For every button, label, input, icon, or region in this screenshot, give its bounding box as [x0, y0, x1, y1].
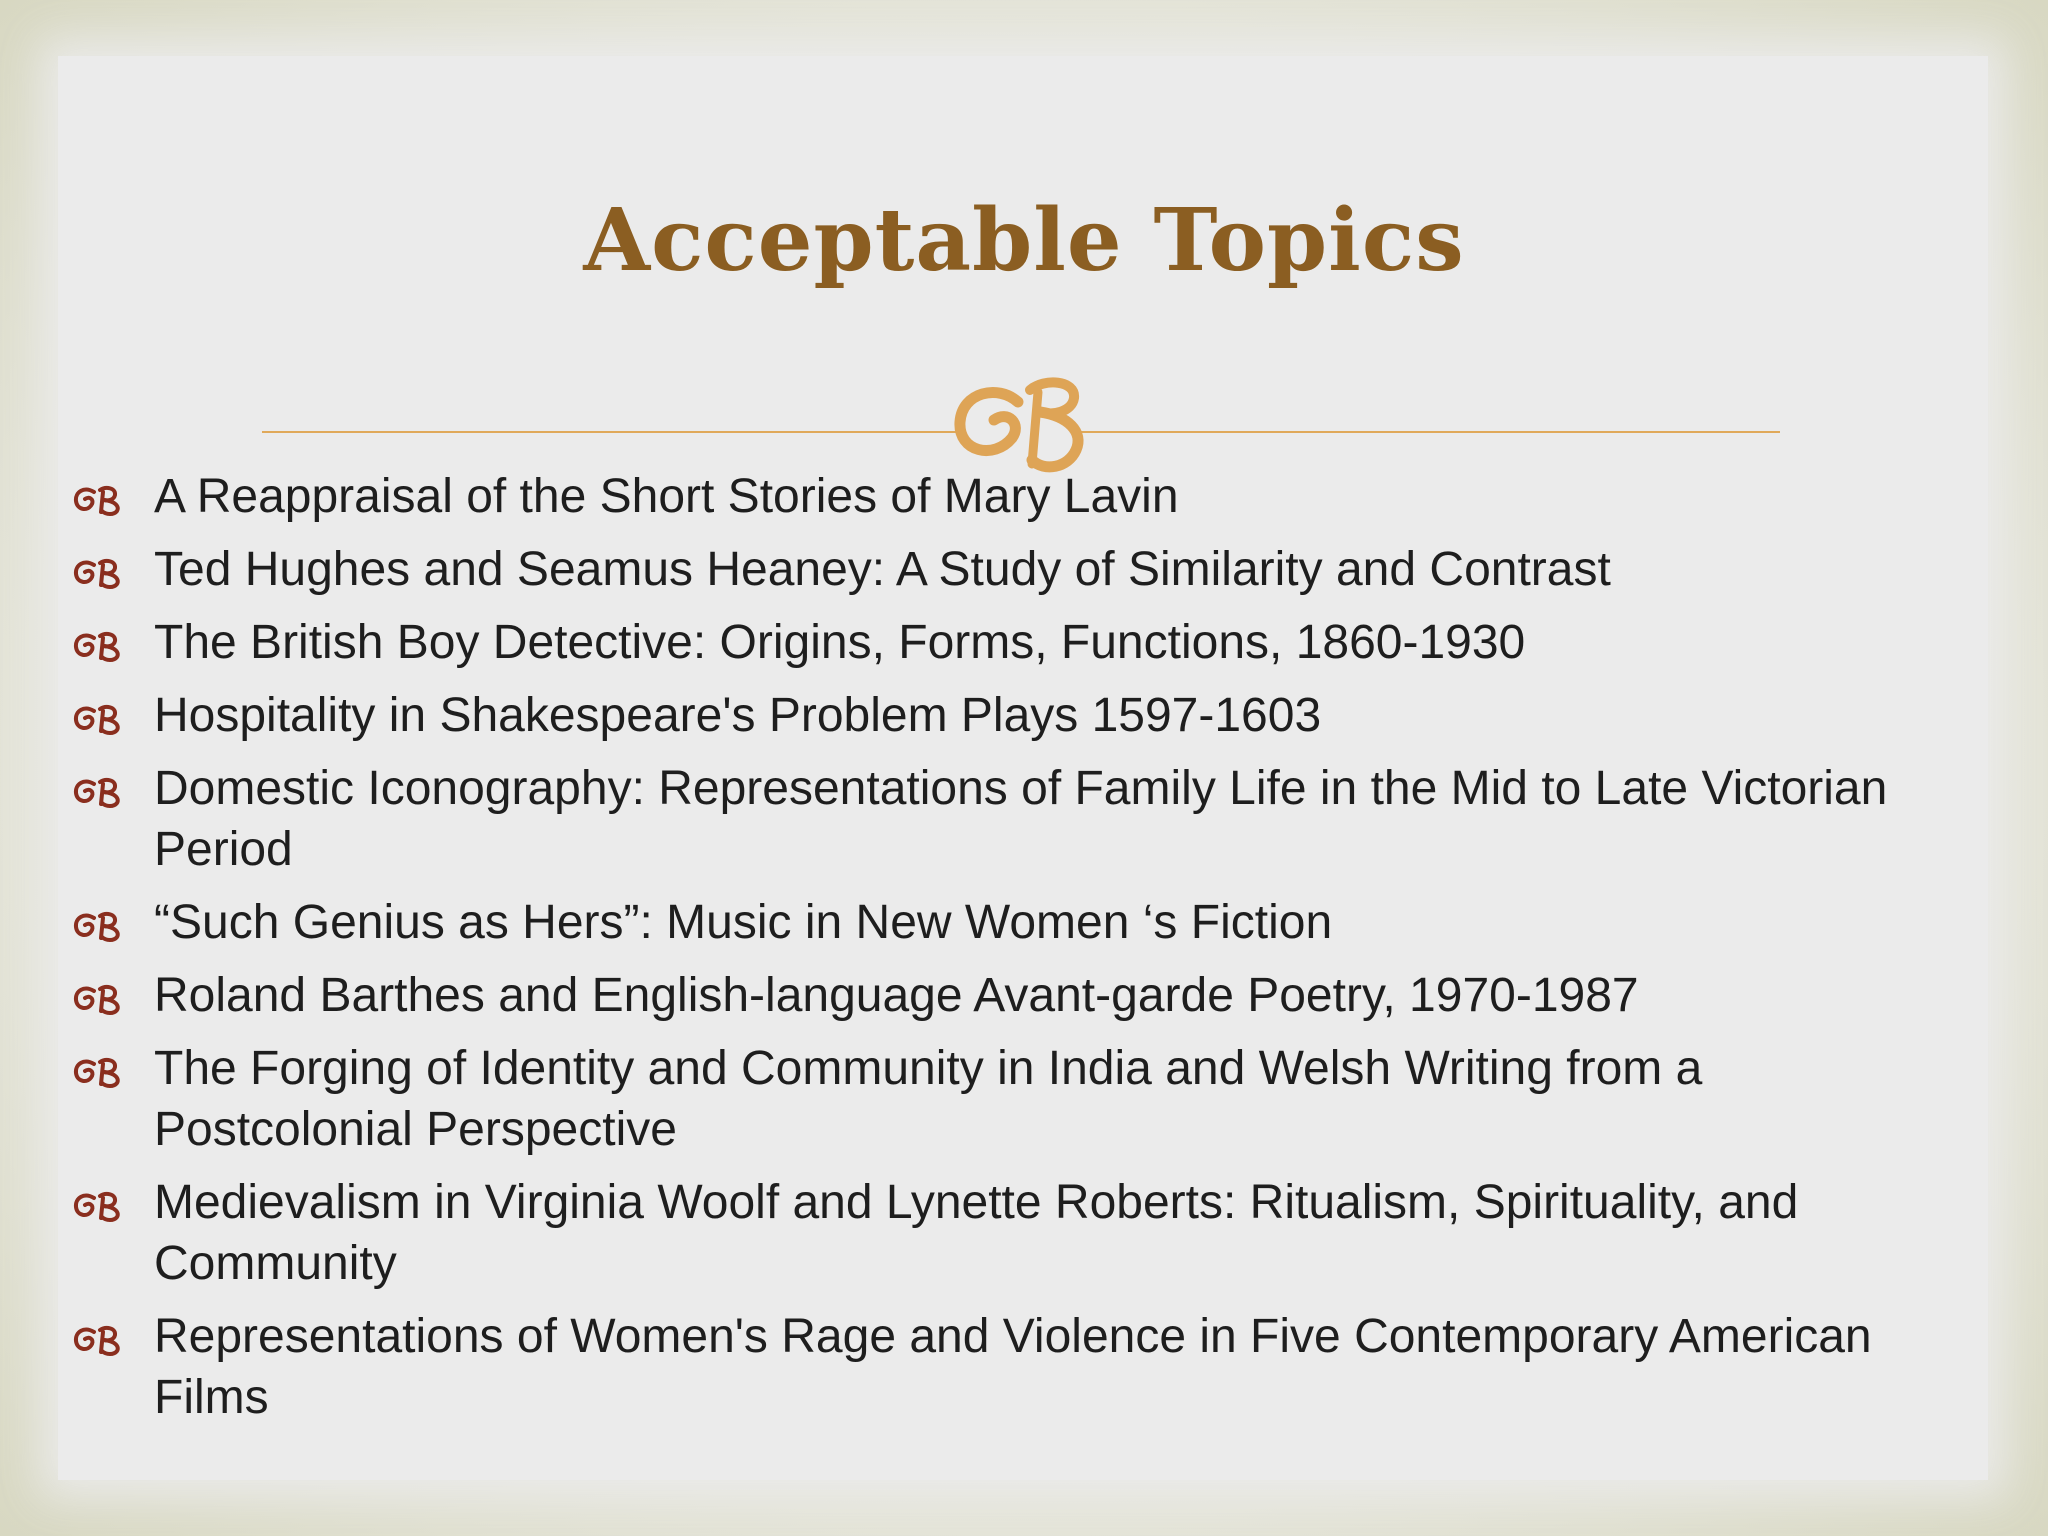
scroll-bullet-icon	[72, 557, 124, 589]
scroll-bullet-icon	[72, 983, 124, 1015]
topic-item	[70, 965, 1970, 1026]
topic-item	[70, 1038, 1970, 1160]
topic-item	[70, 1172, 1970, 1294]
divider-line-left	[262, 431, 962, 433]
topic-item	[70, 758, 1970, 880]
topic-text: Ted Hughes and Seamus Heaney: A Study of Similarity and Contrast	[154, 543, 1611, 596]
scroll-bullet-icon	[72, 776, 124, 808]
slide-title: Acceptable Topics	[583, 190, 1465, 291]
topic-text: Medievalism in Virginia Woolf and Lynette Roberts: Ritualism, Spirituality, and Community	[154, 1176, 1799, 1290]
divider-line-right	[1080, 431, 1780, 433]
scroll-bullet-icon	[72, 1056, 124, 1088]
topic-item	[70, 685, 1970, 746]
topic-item	[70, 892, 1970, 953]
topic-text: The British Boy Detective: Origins, Forms, Functions, 1860-1930	[154, 616, 1526, 669]
topic-list	[70, 466, 1970, 1440]
scroll-bullet-icon	[72, 630, 124, 662]
scroll-bullet-icon	[72, 910, 124, 942]
topic-item	[70, 1306, 1970, 1428]
scroll-bullet-icon	[72, 1324, 124, 1356]
topic-item	[70, 466, 1970, 527]
topic-text: Roland Barthes and English-language Avant-garde Poetry, 1970-1987	[154, 969, 1639, 1022]
topic-text: The Forging of Identity and Community in India and Welsh Writing from a Postcolonial Perspective	[154, 1042, 1703, 1156]
topic-text: Hospitality in Shakespeare's Problem Plays 1597-1603	[154, 689, 1322, 742]
topic-text: Domestic Iconography: Representations of Family Life in the Mid to Late Victorian Period	[154, 762, 1888, 876]
scroll-bullet-icon	[72, 484, 124, 516]
scroll-bullet-icon	[72, 703, 124, 735]
scroll-bullet-icon	[72, 1190, 124, 1222]
topic-item	[70, 539, 1970, 600]
topic-text: A Reappraisal of the Short Stories of Mary Lavin	[154, 470, 1179, 523]
topic-text: Representations of Women's Rage and Violence in Five Contemporary American Films	[154, 1310, 1872, 1424]
topic-text: “Such Genius as Hers”: Music in New Women ‘s Fiction	[154, 896, 1333, 949]
topic-item	[70, 612, 1970, 673]
